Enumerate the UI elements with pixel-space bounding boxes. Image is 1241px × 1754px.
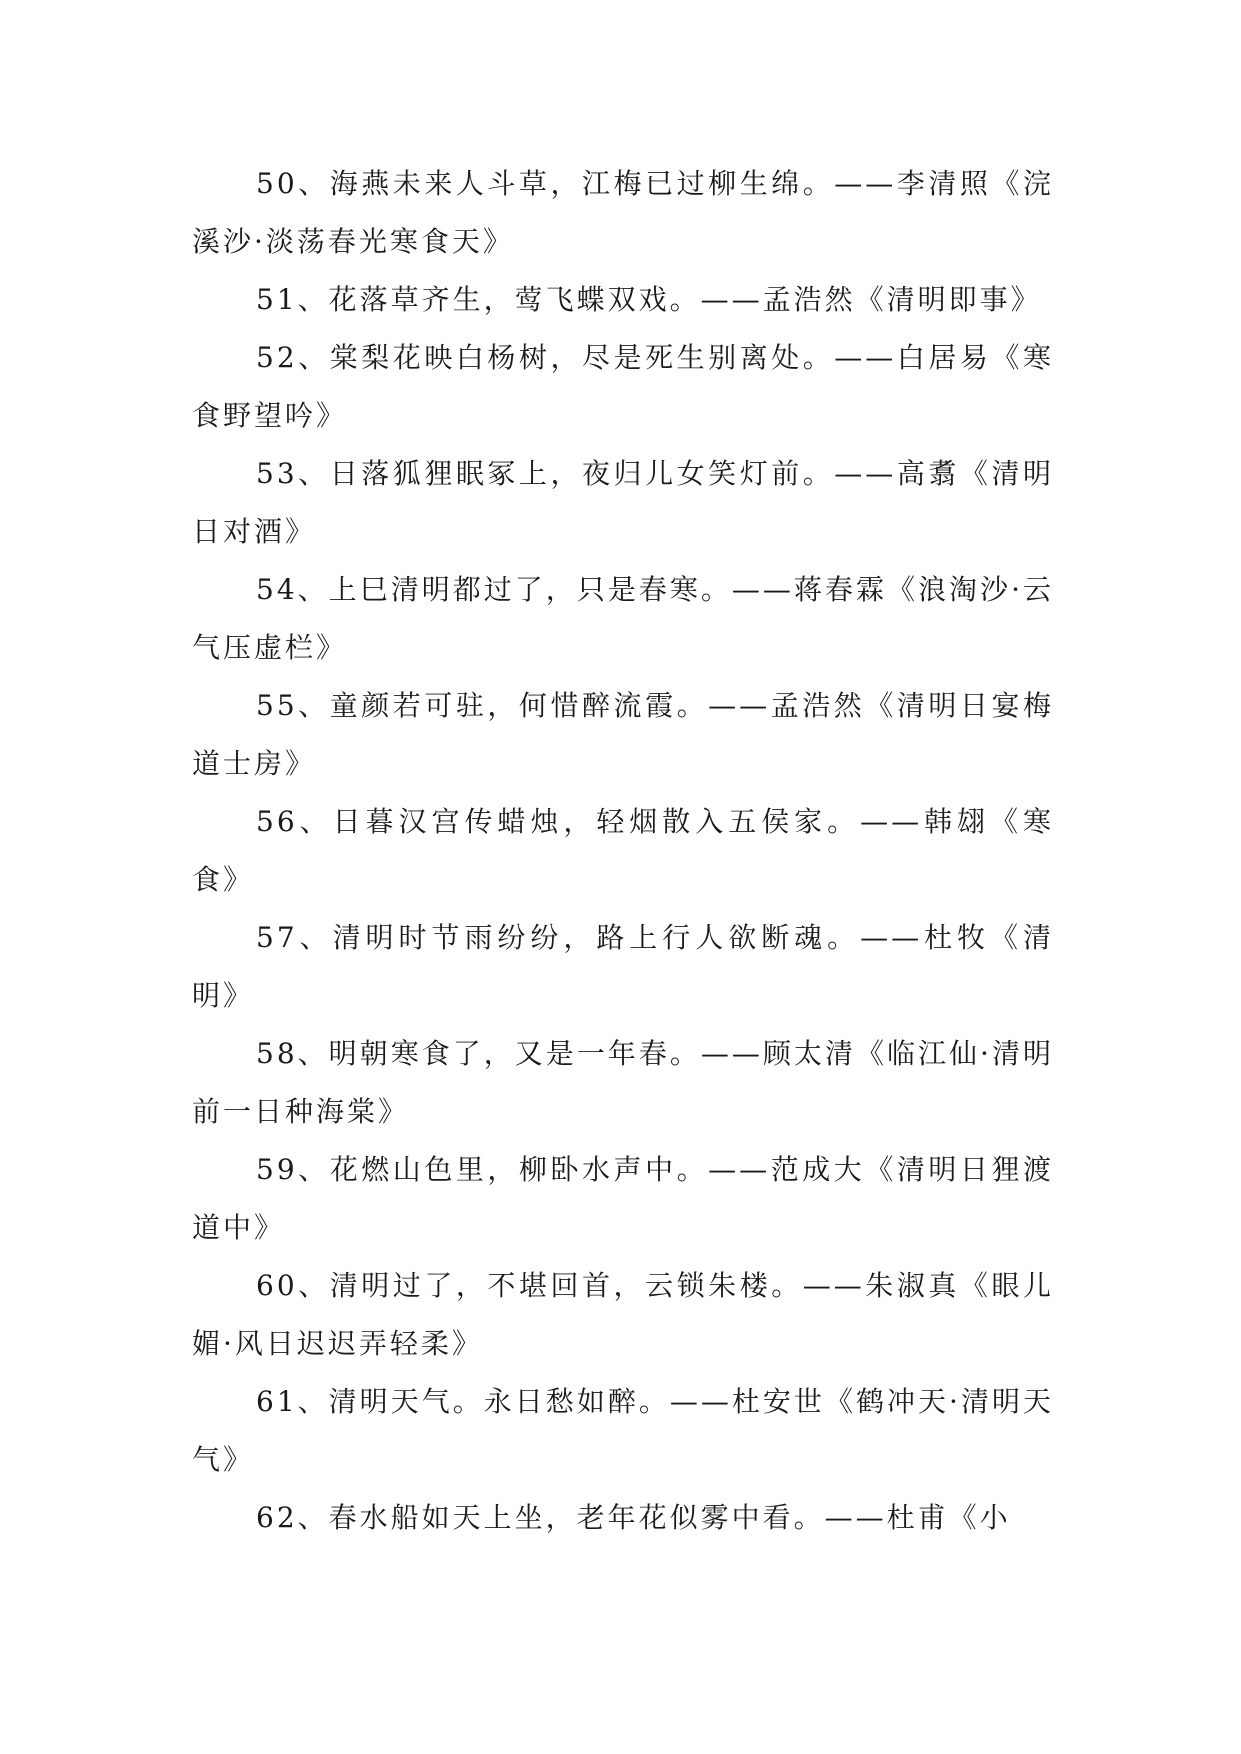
document-body bbox=[192, 155, 1054, 1547]
poem-entry-51: 51、花落草齐生，莺飞蝶双戏。——孟浩然《清明即事》 bbox=[256, 283, 1042, 316]
poem-entry-59: 59、花燃山色里，柳卧水声中。——范成大《清明日狸渡道中》 bbox=[192, 1153, 1054, 1244]
poem-entry-61: 61、清明天气。永日愁如醉。——杜安世《鹤冲天·清明天气》 bbox=[192, 1385, 1054, 1476]
poem-entry-53: 53、日落狐狸眠冢上，夜归儿女笑灯前。——高翥《清明日对酒》 bbox=[192, 457, 1054, 548]
poem-entry-57: 57、清明时节雨纷纷，路上行人欲断魂。——杜牧《清明》 bbox=[192, 921, 1054, 1012]
poem-entry-58: 58、明朝寒食了，又是一年春。——顾太清《临江仙·清明前一日种海棠》 bbox=[192, 1037, 1054, 1128]
poem-entry-50: 50、海燕未来人斗草，江梅已过柳生绵。——李清照《浣溪沙·淡荡春光寒食天》 bbox=[192, 167, 1054, 258]
poem-entry-56: 56、日暮汉宫传蜡烛，轻烟散入五侯家。——韩翃《寒食》 bbox=[192, 805, 1054, 896]
poem-entry-60: 60、清明过了，不堪回首，云锁朱楼。——朱淑真《眼儿媚·风日迟迟弄轻柔》 bbox=[192, 1269, 1054, 1360]
poem-entry-52: 52、棠梨花映白杨树，尽是死生别离处。——白居易《寒食野望吟》 bbox=[192, 341, 1054, 432]
poem-entry-54: 54、上巳清明都过了，只是春寒。——蒋春霖《浪淘沙·云气压虚栏》 bbox=[192, 573, 1054, 664]
poem-entry-55: 55、童颜若可驻，何惜醉流霞。——孟浩然《清明日宴梅道士房》 bbox=[192, 689, 1054, 780]
poem-entry-62: 62、春水船如天上坐，老年花似雾中看。——杜甫《小 bbox=[256, 1501, 1011, 1534]
